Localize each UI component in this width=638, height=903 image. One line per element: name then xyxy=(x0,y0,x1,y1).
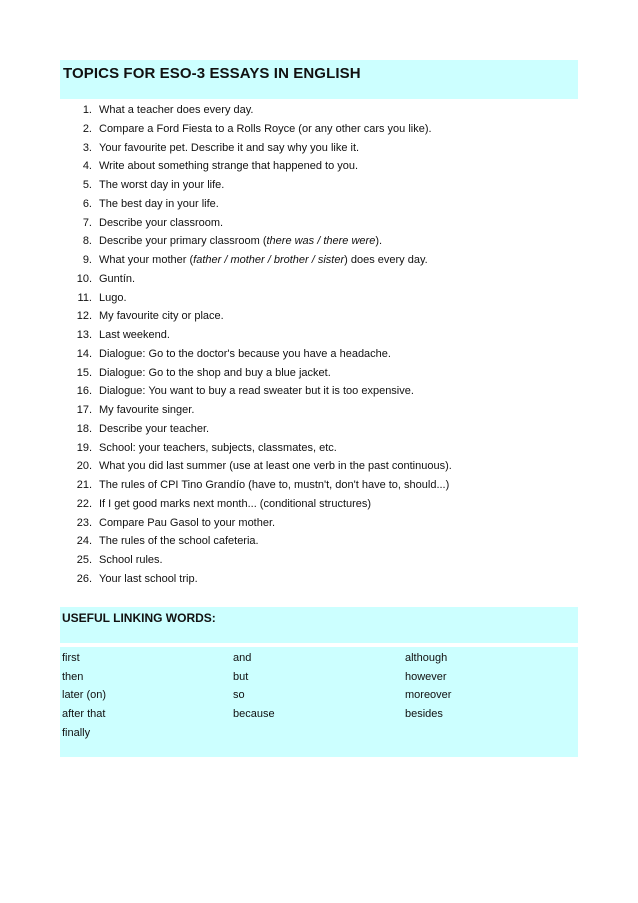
topic-number: 19. xyxy=(76,441,92,454)
topic-number: 22. xyxy=(76,497,92,510)
linking-word: but xyxy=(233,670,249,683)
linking-words-heading: USEFUL LINKING WORDS: xyxy=(62,611,216,625)
topic-number: 14. xyxy=(76,347,92,360)
topic-number: 15. xyxy=(76,366,92,379)
topic-text: Your last school trip. xyxy=(99,572,198,585)
topic-text-post: ). xyxy=(375,235,383,248)
topic-text: My favourite city or place. xyxy=(99,310,224,323)
linking-word: besides xyxy=(405,708,443,721)
page-title: TOPICS FOR ESO-3 ESSAYS IN ENGLISH xyxy=(63,65,361,82)
linking-word: and xyxy=(233,652,252,664)
linking-word: after that xyxy=(62,708,106,721)
topic-text: Your favourite pet. Describe it and say why you like it. xyxy=(99,141,360,154)
topic-text: The rules of CPI Tino Grandío (have to, mustn't, don't have to, should...) xyxy=(99,479,450,491)
topic-text-post: ) does every day. xyxy=(344,254,428,266)
topic-text: The worst day in your life. xyxy=(99,179,225,191)
topic-text: What you did last summer (use at least one verb in the past continuous). xyxy=(99,460,452,473)
topic-number: 9. xyxy=(82,254,92,266)
topic-text xyxy=(99,232,382,251)
topic-text: Describe your teacher. xyxy=(99,422,210,435)
topic-text-pre: Describe your primary classroom ( xyxy=(99,235,267,248)
topic-text: The rules of the school cafeteria. xyxy=(99,535,259,548)
linking-word: so xyxy=(233,689,245,702)
topic-number: 8. xyxy=(82,235,92,248)
topic-text: Compare a Ford Fiesta to a Rolls Royce (or any other cars you like). xyxy=(99,122,432,135)
topic-text: My favourite singer. xyxy=(99,404,195,416)
linking-word: later (on) xyxy=(62,689,107,702)
linking-word: because xyxy=(233,708,275,721)
topic-number: 3. xyxy=(82,141,92,154)
topic-text: School rules. xyxy=(99,554,163,566)
linking-word: although xyxy=(405,652,448,664)
topic-text: Dialogue: You want to buy a read sweater but it is too expensive. xyxy=(99,385,414,398)
topic-number: 11. xyxy=(77,291,92,304)
topic-number: 20. xyxy=(76,460,92,473)
topic-text: The best day in your life. xyxy=(99,197,219,210)
topic-number: 18. xyxy=(76,422,92,435)
linking-word: moreover xyxy=(405,689,452,702)
topic-text: If I get good marks next month... (conditional structures) xyxy=(99,497,372,510)
topic-number: 13. xyxy=(76,329,92,341)
topic-number: 5. xyxy=(82,179,92,191)
linking-column-sequence xyxy=(62,649,106,742)
topic-text: Dialogue: Go to the doctor's because you have a headache. xyxy=(99,347,391,360)
topic-text: What a teacher does every day. xyxy=(99,104,254,116)
topic-number: 25. xyxy=(76,554,92,566)
topic-number: 1. xyxy=(82,104,92,116)
topic-text: Write about something strange that happened to you. xyxy=(99,160,359,173)
linking-word: first xyxy=(62,652,80,664)
topic-number: 21. xyxy=(76,479,92,491)
topic-number: 10. xyxy=(76,272,92,285)
topic-text: Last weekend. xyxy=(99,329,170,341)
topic-text-pre: What your mother ( xyxy=(99,254,194,266)
topic-text-italic: there was / there were xyxy=(266,235,376,248)
linking-words-table xyxy=(60,646,578,757)
topic-number: 2. xyxy=(82,122,92,135)
topic-number: 26. xyxy=(76,572,92,585)
linking-word: however xyxy=(405,670,447,683)
topic-text: Lugo. xyxy=(99,291,127,304)
linking-word: finally xyxy=(62,726,91,739)
topic-text: School: your teachers, subjects, classmates, etc. xyxy=(99,441,337,454)
title-banner xyxy=(60,60,578,99)
topic-number: 17. xyxy=(76,404,92,416)
topic-text: Describe your classroom. xyxy=(99,216,224,229)
topic-number: 23. xyxy=(76,516,92,529)
topic-number: 12. xyxy=(76,310,92,323)
linking-column-connectors xyxy=(405,649,451,724)
topic-text xyxy=(99,251,428,270)
linking-words-header xyxy=(60,607,578,643)
topic-text: Dialogue: Go to the shop and buy a blue jacket. xyxy=(99,366,331,379)
topic-number: 4. xyxy=(82,160,92,173)
topic-number: 16. xyxy=(76,385,92,398)
topic-text: Compare Pau Gasol to your mother. xyxy=(99,516,276,529)
topic-number: 7. xyxy=(82,216,92,229)
linking-column-conjunctions xyxy=(233,649,275,724)
topic-text: Guntín. xyxy=(99,272,136,285)
topic-number: 6. xyxy=(82,197,92,210)
topic-text-italic: father / mother / brother / sister xyxy=(193,254,345,266)
topic-number: 24. xyxy=(76,535,92,548)
linking-word: then xyxy=(62,670,84,683)
